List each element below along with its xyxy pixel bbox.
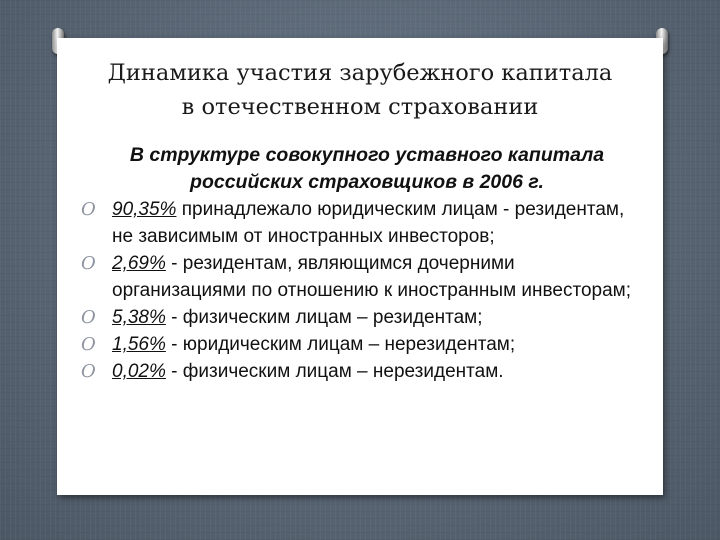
share-description: - юридическим лицам – нерезидентам; <box>165 334 516 355</box>
share-description: - резидентам, являющимся дочерними организациями по отношению к иностранным инвесторам; <box>112 253 631 301</box>
share-description: - физическим лицам – нерезидентам. <box>165 361 504 382</box>
list-item <box>78 196 648 250</box>
list-item <box>78 304 648 331</box>
subtitle-line-1: В структуре совокупного уставного капитала <box>129 144 605 166</box>
share-description: - физическим лицам – резидентам; <box>165 307 483 328</box>
list-item <box>78 331 648 358</box>
bullet-icon: O <box>81 199 96 220</box>
title-line-2: в отечественном страховании <box>181 94 539 120</box>
slide-title <box>57 56 663 124</box>
slide-content <box>78 142 648 385</box>
title-line-1: Динамика участия зарубежного капитала <box>107 60 613 86</box>
share-percent: 90,35% <box>112 199 177 220</box>
share-percent: 5,38% <box>112 307 166 328</box>
list-item <box>78 250 648 304</box>
share-percent: 2,69% <box>112 253 166 274</box>
share-list <box>78 196 648 385</box>
share-description: принадлежало юридическим лицам - резидентам, не зависимым от иностранных инвесторов; <box>112 199 625 247</box>
bullet-icon: O <box>81 307 96 328</box>
content-subtitle <box>86 142 648 196</box>
subtitle-line-2: российских страховщиков в 2006 г. <box>190 171 544 193</box>
bullet-icon: O <box>81 253 96 274</box>
share-percent: 1,56% <box>112 334 166 355</box>
list-item <box>78 358 648 385</box>
bullet-icon: O <box>81 361 96 382</box>
bullet-icon: O <box>81 334 96 355</box>
share-percent: 0,02% <box>112 361 166 382</box>
